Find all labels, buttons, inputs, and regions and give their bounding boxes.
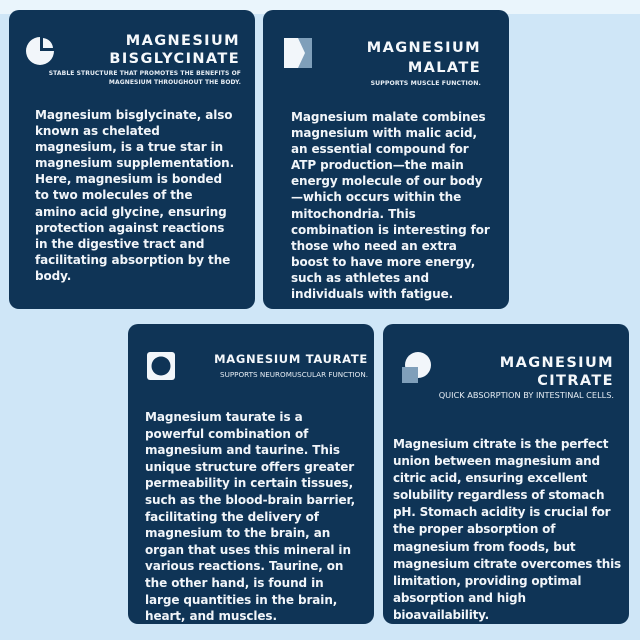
circle-with-square-icon — [400, 351, 434, 385]
card-title: MAGNESIUM CITRATE — [499, 355, 614, 389]
card-magnesium-malate — [263, 10, 509, 309]
card-subtitle: SUPPORTS MUSCLE FUNCTION. — [370, 80, 481, 87]
card-subtitle: SUPPORTS NEUROMUSCULAR FUNCTION. — [220, 370, 368, 379]
card-subtitle: STABLE STRUCTURE THAT PROMOTES THE BENEFITS OF MAGNESIUM THROUGHOUT THE BODY. — [48, 70, 241, 86]
card-title: MAGNESIUM BISGLYCINATE — [109, 33, 240, 67]
card-body: Magnesium bisglycinate, also known as chelated magnesium, is a true star in magnesium supplementation. Here, magnesium is bonded to two molecules of the amino acid glycine, ensuring protection against reactions in the digestive tract and facilitating absorption by the body. — [35, 108, 235, 283]
card-body: Magnesium taurate is a powerful combination of magnesium and taurine. This unique structure offers greater permeability in certain tissues, such as the blood-brain barrier, facilitating the delivery of magnesium to the brain, an organ that uses this mineral in various reactions. Taurine, on the other hand, is found in large quantities in the brain, heart, and muscles. — [145, 410, 356, 624]
card-subtitle: QUICK ABSORPTION BY INTESTINAL CELLS. — [438, 390, 614, 400]
card-body: Magnesium citrate is the perfect union between magnesium and citric acid, ensuring excellent solubility regardless of stomach pH. Stomach acidity is crucial for the proper absorption of magnesium from foods, but magnesium citrate overcomes this limitation, providing optimal absorption and high bioavailability. — [393, 437, 621, 622]
pie-quarter-icon — [25, 36, 55, 66]
card-magnesium-bisglycinate — [9, 10, 255, 309]
card-title: MAGNESIUM MALATE — [366, 40, 481, 76]
card-body: Magnesium malate combines magnesium with malic acid, an essential compound for ATP production—the main energy molecule of our body—which occurs within the mitochondria. This combination is interesting for those who need an extra boost to have more energy, such as athletes and individuals with fatigue. — [291, 110, 490, 302]
card-magnesium-citrate — [383, 324, 629, 624]
card-title: MAGNESIUM TAURATE — [214, 352, 368, 366]
card-magnesium-taurate — [128, 324, 374, 624]
